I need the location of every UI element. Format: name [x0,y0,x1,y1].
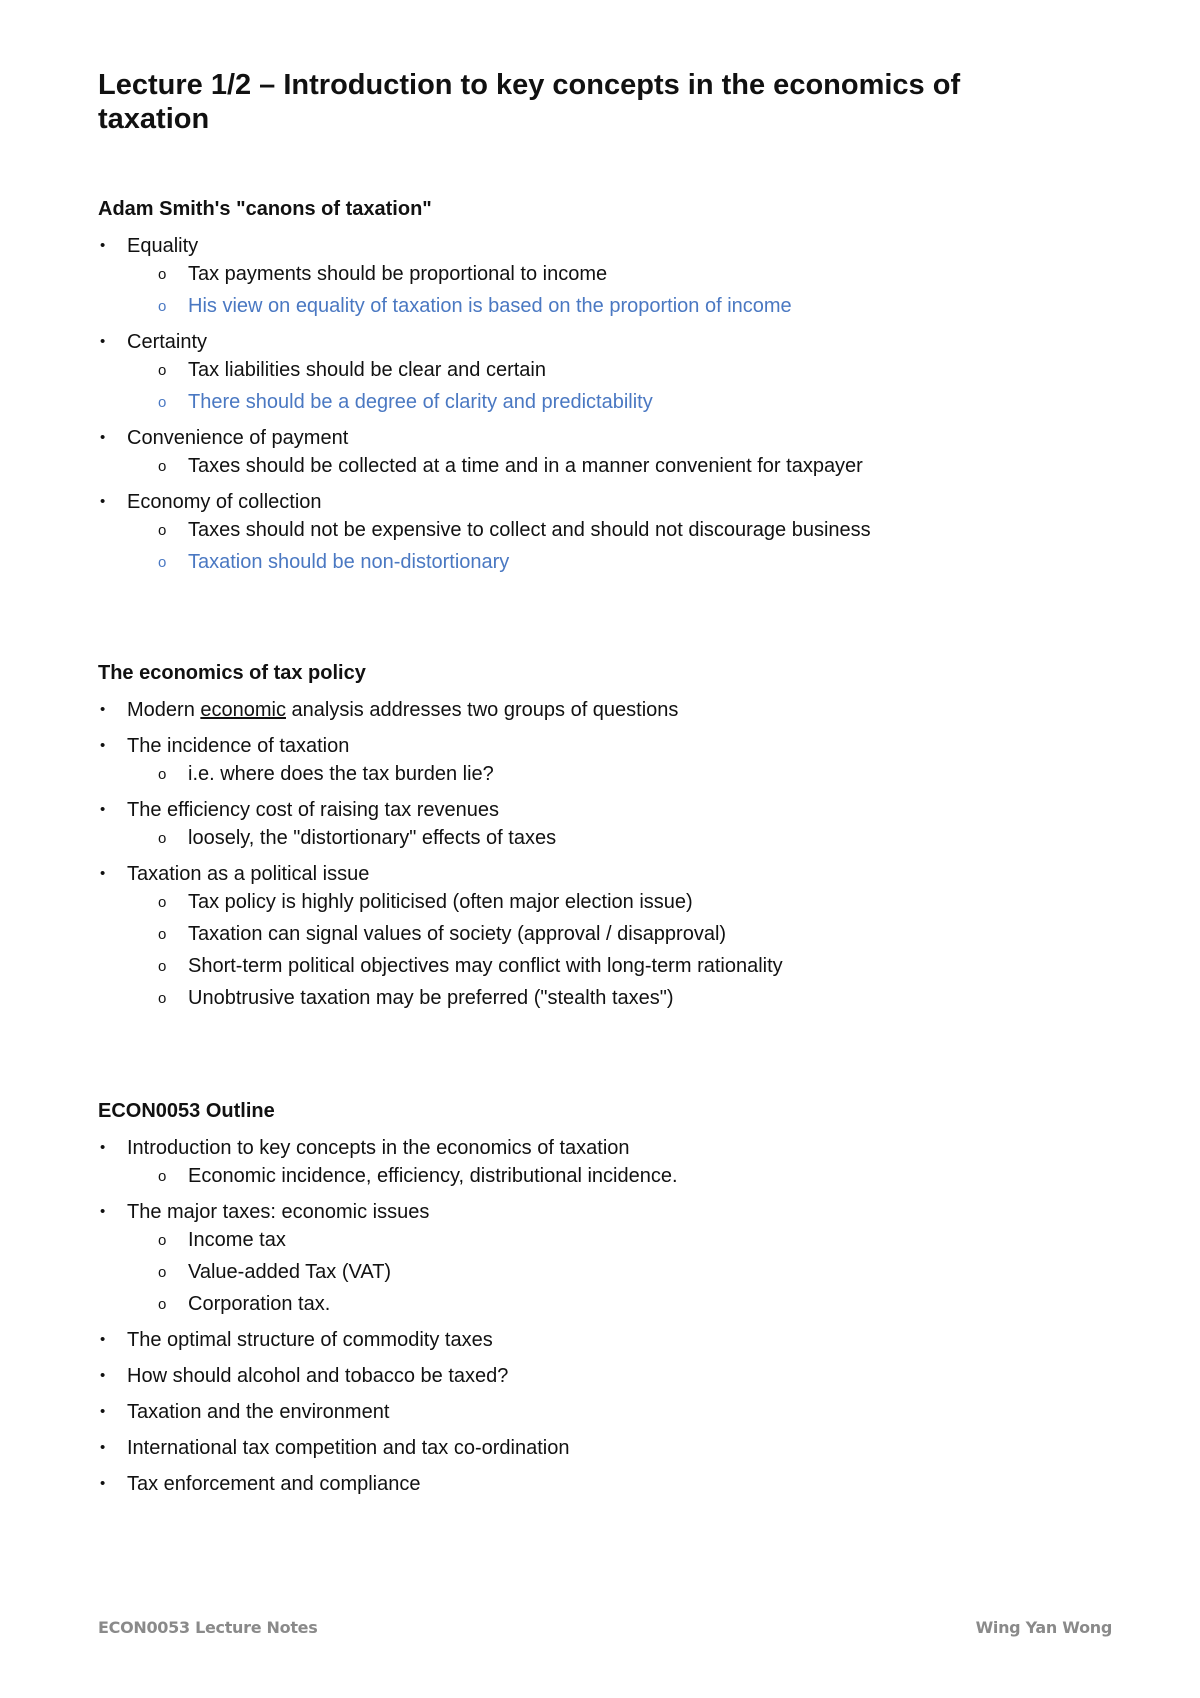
sub-bullet-list [98,1162,1098,1190]
bullet-label: Introduction to key concepts in the economics of taxation [127,1137,630,1159]
sub-bullet-item [98,356,1098,388]
bullet-label: The optimal structure of commodity taxes [127,1329,493,1351]
sub-bullet-marker-icon: o [158,394,167,411]
bullet-list [98,696,1098,1012]
underlined-word: economic [200,699,286,721]
bullet-dot-icon: • [100,1475,106,1492]
sub-bullet-item [98,548,1098,576]
sub-bullet-list [98,760,1098,788]
sub-bullet-item [98,388,1098,416]
sub-bullet-marker-icon: o [158,1296,167,1313]
bullet-item [98,1134,1098,1190]
sub-bullet-marker-icon: o [158,894,167,911]
bullet-label: International tax competition and tax co-ordination [127,1437,570,1459]
footer-author: Wing Yan Wong [975,1618,1112,1637]
sub-bullet-list [98,888,1098,1012]
sub-bullet-label: Short-term political objectives may conflict with long-term rationality [188,955,783,977]
sub-bullet-marker-icon: o [158,554,167,571]
bullet-text [98,488,1098,516]
bullet-dot-icon: • [100,1139,106,1156]
sub-bullet-marker-icon: o [158,958,167,975]
bullet-dot-icon: • [100,865,106,882]
sub-bullet-label: Tax policy is highly politicised (often major election issue) [188,891,693,913]
bullet-dot-icon: • [100,493,106,510]
sub-bullet-item [98,824,1098,852]
sub-bullet-marker-icon: o [158,766,167,783]
section-2 [98,660,1098,1012]
bullet-text [98,232,1098,260]
section-3 [98,1098,1098,1498]
sub-bullet-item [98,984,1098,1012]
sub-bullet-label: Taxation can signal values of society (approval / disapproval) [188,923,727,945]
bullet-item [98,488,1098,576]
sub-bullet-list [98,452,1098,480]
sub-bullet-marker-icon: o [158,830,167,847]
sub-bullet-item [98,292,1098,320]
footer-course-label: ECON0053 Lecture Notes [98,1618,318,1637]
sub-bullet-marker-icon: o [158,1264,167,1281]
bullet-dot-icon: • [100,701,106,718]
sub-bullet-list [98,516,1098,576]
bullet-item [98,696,1098,724]
section-heading: The economics of tax policy [98,662,366,684]
sub-bullet-label: Taxes should not be expensive to collect and should not discourage business [188,519,871,541]
sub-bullet-list [98,1226,1098,1318]
sub-bullet-marker-icon: o [158,1232,167,1249]
bullet-dot-icon: • [100,737,106,754]
section-1 [98,196,1098,576]
bullet-text [98,1198,1098,1226]
bullet-label: Tax enforcement and compliance [127,1473,421,1495]
bullet-label: Equality [127,235,199,257]
sub-bullet-list [98,260,1098,320]
sub-bullet-label: His view on equality of taxation is based on the proportion of income [188,295,792,317]
sub-bullet-label: Value-added Tax (VAT) [188,1261,392,1283]
sub-bullet-item [98,1226,1098,1258]
sub-bullet-marker-icon: o [158,362,167,379]
bullet-dot-icon: • [100,333,106,350]
bullet-dot-icon: • [100,1367,106,1384]
bullet-dot-icon: • [100,237,106,254]
bullet-text [98,424,1098,452]
sub-bullet-label: Income tax [188,1229,286,1251]
bullet-text [98,860,1098,888]
sub-bullet-label: Tax payments should be proportional to income [188,263,608,285]
bullet-text [98,696,1098,724]
sub-bullet-marker-icon: o [158,522,167,539]
sub-bullet-item [98,760,1098,788]
sub-bullet-label: There should be a degree of clarity and predictability [188,391,653,413]
bullet-item [98,1398,1098,1426]
bullet-dot-icon: • [100,1203,106,1220]
sub-bullet-label: Tax liabilities should be clear and certain [188,359,546,381]
section-heading: ECON0053 Outline [98,1100,275,1122]
sub-bullet-item [98,260,1098,292]
bullet-dot-icon: • [100,1403,106,1420]
sub-bullet-marker-icon: o [158,1168,167,1185]
sub-bullet-list [98,356,1098,416]
bullet-item [98,328,1098,416]
sub-bullet-item [98,1290,1098,1318]
bullet-text [98,732,1098,760]
bullet-label: The major taxes: economic issues [127,1201,430,1223]
sub-bullet-label: Corporation tax. [188,1293,331,1315]
sub-bullet-item [98,888,1098,920]
sub-bullet-marker-icon: o [158,926,167,943]
bullet-label: The efficiency cost of raising tax revenues [127,799,500,821]
bullet-text [98,1362,1098,1390]
page-title: Lecture 1/2 – Introduction to key concepts in the economics of taxation [98,69,961,135]
sub-bullet-label: i.e. where does the tax burden lie? [188,763,494,785]
bullet-item [98,1470,1098,1498]
sub-bullet-item [98,516,1098,548]
bullet-item [98,232,1098,320]
bullet-list [98,1134,1098,1498]
bullet-item [98,424,1098,480]
bullet-label: Convenience of payment [127,427,349,449]
sub-bullet-marker-icon: o [158,990,167,1007]
bullet-text-part: analysis addresses two groups of questions [285,699,679,721]
sub-bullet-item [98,952,1098,984]
sub-bullet-item [98,920,1098,952]
bullet-item [98,1362,1098,1390]
bullet-text [98,1398,1098,1426]
bullet-label: Economy of collection [127,491,322,513]
bullet-item [98,1198,1098,1318]
sub-bullet-label: loosely, the "distortionary" effects of taxes [188,827,557,849]
sub-bullet-label: Economic incidence, efficiency, distributional incidence. [188,1165,678,1187]
sub-bullet-item [98,1162,1098,1190]
bullet-label: Taxation as a political issue [127,863,370,885]
bullet-text [98,1134,1098,1162]
bullet-item [98,1326,1098,1354]
sub-bullet-marker-icon: o [158,458,167,475]
section-heading: Adam Smith's "canons of taxation" [98,198,432,220]
bullet-text [98,796,1098,824]
bullet-label: How should alcohol and tobacco be taxed? [127,1365,509,1387]
bullet-text [98,328,1098,356]
bullet-text-part: Modern [127,699,201,721]
sub-bullet-list [98,824,1098,852]
bullet-text [98,1470,1098,1498]
bullet-item [98,796,1098,852]
bullet-dot-icon: • [100,1331,106,1348]
sub-bullet-label: Unobtrusive taxation may be preferred ("stealth taxes") [188,987,674,1009]
bullet-text [98,1326,1098,1354]
bullet-dot-icon: • [100,801,106,818]
bullet-text [98,1434,1098,1462]
bullet-item [98,860,1098,1012]
bullet-item [98,732,1098,788]
sub-bullet-label: Taxation should be non-distortionary [188,551,510,573]
sub-bullet-item [98,452,1098,480]
bullet-dot-icon: • [100,429,106,446]
bullet-label: Taxation and the environment [127,1401,390,1423]
bullet-label: Certainty [127,331,208,353]
bullet-item [98,1434,1098,1462]
bullet-label: The incidence of taxation [127,735,350,757]
sub-bullet-item [98,1258,1098,1290]
sub-bullet-label: Taxes should be collected at a time and in a manner convenient for taxpayer [188,455,863,477]
bullet-dot-icon: • [100,1439,106,1456]
sub-bullet-marker-icon: o [158,266,167,283]
bullet-list [98,232,1098,576]
sub-bullet-marker-icon: o [158,298,167,315]
